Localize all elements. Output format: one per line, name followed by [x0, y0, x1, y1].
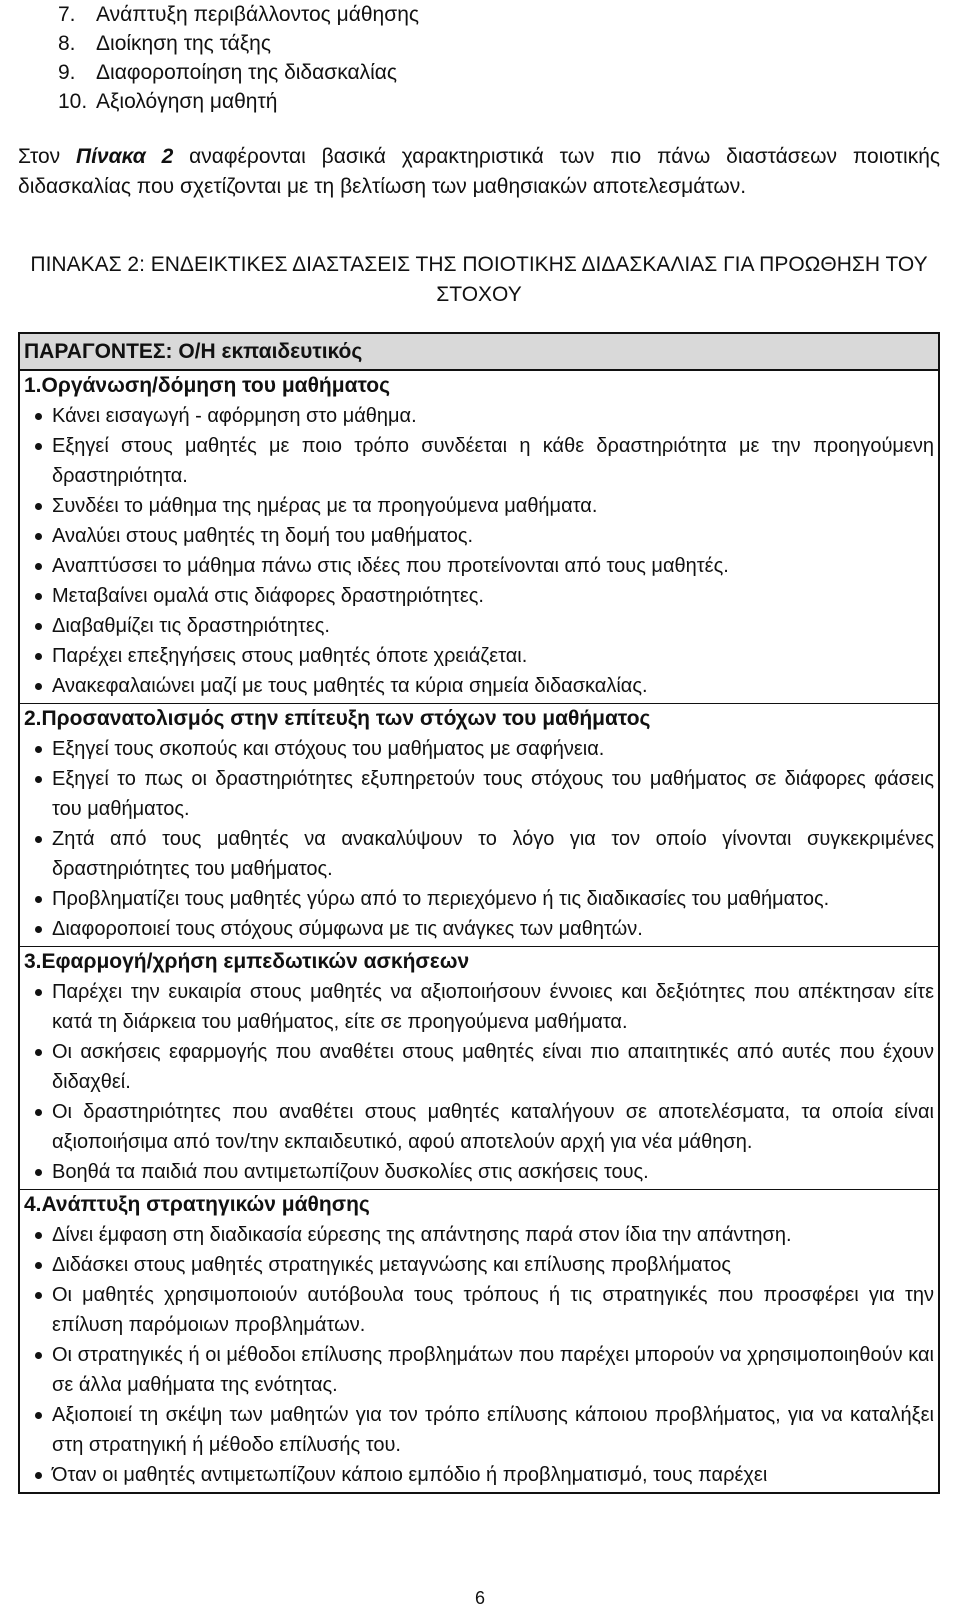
- bullet-icon: [24, 884, 52, 914]
- table-section: [20, 704, 938, 947]
- list-item: 9. Διαφοροποίηση της διδασκαλίας: [58, 58, 419, 87]
- section-title: 4.Ανάπτυξη στρατηγικών μάθησης: [24, 1193, 370, 1216]
- bullet-text: Παρέχει επεξηγήσεις στους μαθητές όποτε χρειάζεται.: [52, 645, 528, 667]
- bullet-item: [24, 521, 934, 551]
- bullet-item: [24, 1157, 934, 1187]
- bullet-item: [24, 884, 934, 914]
- bullet-icon: [24, 824, 52, 884]
- page-number: 6: [474, 1588, 485, 1608]
- bullet-text: Αναπτύσσει το μάθημα πάνω στις ιδέες που προτείνονται από τους μαθητές.: [52, 555, 729, 577]
- bullet-icon: [24, 977, 52, 1037]
- bullet-icon: [24, 914, 52, 944]
- bullet-text: Αναλύει στους μαθητές τη δομή του μαθήματος.: [52, 525, 474, 547]
- table-section: [20, 1190, 938, 1492]
- bullet-item: [24, 401, 934, 431]
- bullet-icon: [24, 611, 52, 641]
- bullet-item: [24, 824, 934, 884]
- bullet-text: Εξηγεί στους μαθητές με ποιο τρόπο συνδέεται η κάθε δραστηριότητα με την προηγούμενη δραστηριότητα.: [52, 435, 934, 487]
- bullet-text: Δίνει έμφαση στη διαδικασία εύρεσης της απάντησης παρά στον ίδια την απάντηση.: [52, 1224, 792, 1246]
- bullet-text: Εξηγεί τους σκοπούς και στόχους του μαθήματος με σαφήνεια.: [52, 738, 605, 760]
- bullet-text: Διδάσκει στους μαθητές στρατηγικές μεταγνώσης και επίλυσης προβλήματος: [52, 1254, 731, 1276]
- bullet-icon: [24, 491, 52, 521]
- bullet-text: Προβληματίζει τους μαθητές γύρω από το περιεχόμενο ή τις διαδικασίες του μαθήματος.: [52, 888, 830, 910]
- list-item-text: Ανάπτυξη περιβάλλοντος μάθησης: [96, 3, 419, 26]
- bullet-item: [24, 734, 934, 764]
- section-title: 1.Οργάνωση/δόμηση του μαθήματος: [24, 374, 391, 397]
- numbered-list: [58, 0, 419, 116]
- bullet-icon: [24, 521, 52, 551]
- list-item-text: Αξιολόγηση μαθητή: [96, 90, 278, 113]
- bullet-icon: [24, 1250, 52, 1280]
- bullet-item: [24, 1097, 934, 1157]
- bullet-text: Ανακεφαλαιώνει μαζί με τους μαθητές τα κύρια σημεία διδασκαλίας.: [52, 675, 648, 697]
- bullet-item: [24, 611, 934, 641]
- bullet-text: Εξηγεί το πως οι δραστηριότητες εξυπηρετούν τους στόχους του μαθήματος σε διάφορες φάσεις του μαθήματος.: [52, 768, 934, 820]
- table-reference: Πίνακα 2: [76, 145, 174, 168]
- bullet-icon: [24, 671, 52, 701]
- bullet-item: [24, 1280, 934, 1340]
- bullet-text: Συνδέει το μάθημα της ημέρας με τα προηγούμενα μαθήματα.: [52, 495, 598, 517]
- bullet-icon: [24, 1280, 52, 1340]
- bullet-item: [24, 1460, 934, 1490]
- list-item: 7. Ανάπτυξη περιβάλλοντος μάθησης: [58, 0, 419, 29]
- intro-paragraph: Στον Πίνακα 2 αναφέρονται βασικά χαρακτηριστικά των πιο πάνω διαστάσεων ποιοτικής διδασκαλίας που σχετίζονται με τη βελτίωση των μαθησιακών αποτελεσμάτων.: [18, 145, 941, 198]
- table-section: [20, 947, 938, 1190]
- bullet-icon: [24, 1097, 52, 1157]
- list-item-text: Διαφοροποίηση της διδασκαλίας: [96, 61, 398, 84]
- list-item: 8. Διοίκηση της τάξης: [58, 29, 419, 58]
- bullet-text: Οι μαθητές χρησιμοποιούν αυτόβουλα τους τρόπους ή τις στρατηγικές που προσφέρει για την επίλυση παρόμοιων προβλημάτων.: [52, 1284, 934, 1336]
- bullet-icon: [24, 1340, 52, 1400]
- bullet-text: Βοηθά τα παιδιά που αντιμετωπίζουν δυσκολίες στις ασκήσεις τους.: [52, 1161, 649, 1183]
- table-header: ΠΑΡΑΓΟΝΤΕΣ: Ο/Η εκπαιδευτικός: [20, 334, 938, 371]
- bullet-item: [24, 581, 934, 611]
- bullet-icon: [24, 764, 52, 824]
- bullet-icon: [24, 1037, 52, 1097]
- bullet-item: [24, 671, 934, 701]
- bullet-text: Διαφοροποιεί τους στόχους σύμφωνα με τις ανάγκες των μαθητών.: [52, 918, 643, 940]
- section-title: 2.Προσανατολισμός στην επίτευξη των στόχων του μαθήματος: [24, 707, 651, 730]
- bullet-item: [24, 491, 934, 521]
- bullet-item: [24, 1250, 934, 1280]
- list-item: 10. Αξιολόγηση μαθητή: [58, 87, 419, 116]
- bullet-icon: [24, 1460, 52, 1490]
- bullet-item: [24, 641, 934, 671]
- bullet-item: [24, 977, 934, 1037]
- table-title: ΠΙΝΑΚΑΣ 2: ΕΝΔΕΙΚΤΙΚΕΣ ΔΙΑΣΤΑΣΕΙΣ ΤΗΣ ΠΟΙΟΤΙΚΗΣ ΔΙΔΑΣΚΑΛΙΑΣ ΓΙΑ ΠΡΟΩΘΗΣΗ ΤΟΥ ΣΤΟΧΟΥ: [30, 253, 928, 306]
- bullet-item: [24, 914, 934, 944]
- factors-table: [18, 332, 940, 1494]
- bullet-text: Όταν οι μαθητές αντιμετωπίζουν κάποιο εμπόδιο ή προβληματισμό, τους παρέχει: [52, 1464, 768, 1486]
- bullet-item: [24, 1220, 934, 1250]
- bullet-text: Μεταβαίνει ομαλά στις διάφορες δραστηριότητες.: [52, 585, 484, 607]
- bullet-text: Οι δραστηριότητες που αναθέτει στους μαθητές καταλήγουν σε αποτελέσματα, τα οποία είναι αξιοποιήσιμα από τον/την εκπαιδευτικό, αφού αποτελούν αρχή για νέα μάθηση.: [52, 1101, 934, 1153]
- bullet-icon: [24, 1157, 52, 1187]
- bullet-icon: [24, 1220, 52, 1250]
- table-section: [20, 371, 938, 704]
- bullet-item: [24, 1037, 934, 1097]
- bullet-text: Παρέχει την ευκαιρία στους μαθητές να αξιοποιήσουν έννοιες και δεξιότητες που απέκτησαν είτε κατά τη διάρκεια του μαθήματος, είτε σε προηγούμενα μαθήματα.: [52, 981, 934, 1033]
- bullet-text: Κάνει εισαγωγή - αφόρμηση στο μάθημα.: [52, 405, 417, 427]
- bullet-icon: [24, 1400, 52, 1460]
- bullet-text: Οι ασκήσεις εφαρμογής που αναθέτει στους μαθητές είναι πιο απαιτητικές από αυτές που έχουν διδαχθεί.: [52, 1041, 934, 1093]
- bullet-icon: [24, 734, 52, 764]
- bullet-item: [24, 551, 934, 581]
- bullet-icon: [24, 551, 52, 581]
- bullet-item: [24, 431, 934, 491]
- bullet-icon: [24, 401, 52, 431]
- bullet-item: [24, 1400, 934, 1460]
- list-item-text: Διοίκηση της τάξης: [96, 32, 271, 55]
- bullet-icon: [24, 431, 52, 491]
- bullet-icon: [24, 581, 52, 611]
- bullet-item: [24, 764, 934, 824]
- bullet-text: Διαβαθμίζει τις δραστηριότητες.: [52, 615, 330, 637]
- bullet-text: Αξιοποιεί τη σκέψη των μαθητών για τον τρόπο επίλυσης κάποιου προβλήματος, για να καταλήξει στη στρατηγική ή μέθοδο επίλυσής του.: [52, 1404, 934, 1456]
- bullet-text: Οι στρατηγικές ή οι μέθοδοι επίλυσης προβλημάτων που παρέχει μπορούν να χρησιμοποιηθούν και σε άλλα μαθήματα της ενότητας.: [52, 1344, 934, 1396]
- section-title: 3.Εφαρμογή/χρήση εμπεδωτικών ασκήσεων: [24, 950, 470, 973]
- bullet-item: [24, 1340, 934, 1400]
- bullet-text: Ζητά από τους μαθητές να ανακαλύψουν το λόγο για τον οποίο γίνονται συγκεκριμένες δραστηριότητες του μαθήματος.: [52, 828, 934, 880]
- bullet-icon: [24, 641, 52, 671]
